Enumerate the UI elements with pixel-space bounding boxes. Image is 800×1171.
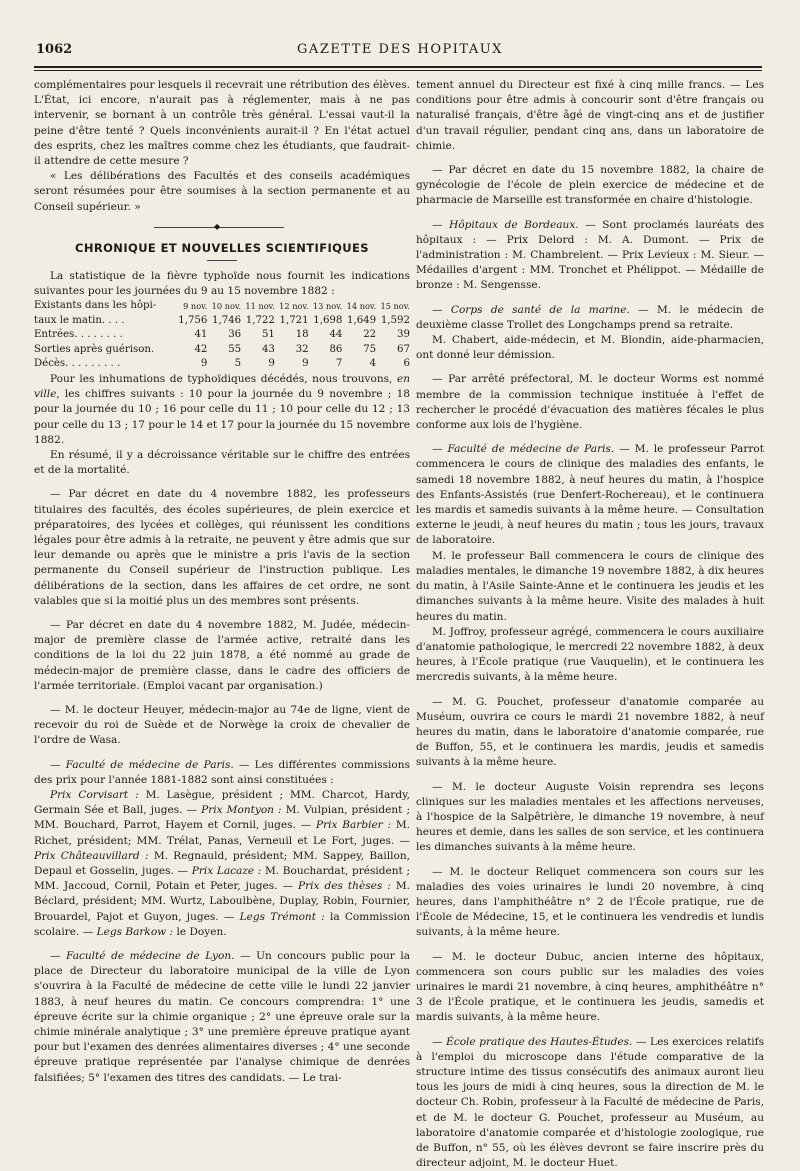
table-row (34, 357, 410, 372)
table-date: 10 nov. (211, 301, 242, 312)
table-cell: 1,722 (245, 314, 275, 326)
table-cell: 1,756 (178, 314, 208, 326)
paragraph: — Par décret en date du 4 novembre 1882, les professeurs titulaires des facultés, des écoles supérieures, de plein exercice et préparatoires, des lycées et collèges, qui réunissent les conditions légales pour être admis à la retraite, ne peuvent y être admis que sur leur demande ou après que le ministre a pris l'avis de la section permanente du Conseil supérieur de l'instruction publique. Les délibérations de la section, dans les affaires de cet ordre, ne sont valables que si la moitié plus un des membres sont présents. (34, 488, 410, 607)
paragraph: Pour les inhumations de typhoïdiques décédés, nous trouvons, en ville, les chiffres suivants : 10 pour la journée du 9 novembre ; 18 pour la journée du 10 ; 16 pour celle du 11 ; 10 pour celle du 12 ; 13 pour celle du 13 ; 17 pour le 14 et 17 pour la journée du 15 novembre 1882. (34, 372, 410, 446)
table-date: 13 nov. (312, 301, 343, 312)
table-cell: 22 (363, 329, 377, 341)
paragraph: — Faculté de médecine de Paris. — Les différentes commissions des prix pour l'année 1881-1882 sont ainsi constituées : (34, 758, 410, 786)
table-cell: 9 (200, 358, 208, 370)
paragraph: M. Joffroy, professeur agrégé, commencera le cours auxiliaire d'anatomie pathologique, le mercredi 22 novembre 1882, à deux heures, à l'École pratique (rue Vauquelin), et le continuera les mercredis suivants, à la même heure. (416, 625, 764, 684)
row-label: Décès. . . . . . . . . (34, 358, 121, 370)
table-row (34, 343, 410, 358)
paragraph: « Les délibérations des Facultés et des conseils académiques seront résumées pour être soumises à la section permanente et au Conseil supérieur. » (34, 170, 410, 213)
table-cell: 55 (228, 343, 242, 355)
table-header-row (34, 299, 410, 314)
table-row (34, 328, 410, 343)
paragraph: — Faculté de médecine de Paris. — M. le professeur Parrot commencera le cours de clinique des maladies des enfants, le samedi 18 novembre 1882, à neuf heures du matin, à l'hospice des Enfants-Assistés (rue Denfert-Rochereau), et le continuera les mardis et samedis suivants à la même heure. — Consultation externe le jeudi, à neuf heures du matin ; tous les jours, travaux de laboratoire. (416, 443, 764, 547)
table-cell: 1,721 (279, 314, 309, 326)
table-cell: 32 (295, 343, 309, 355)
table-cell: 9 (268, 358, 275, 370)
table-cell: 1,649 (346, 314, 377, 326)
row-label: taux le matin. . . . (34, 314, 125, 326)
paragraph: M. le professeur Ball commencera le cours de clinique des maladies mentales, le dimanche 19 novembre 1882, à dix heures du matin, à l'Asile Sainte-Anne et le continuera les jeudis et les dimanches suivants à la même heure. Visite des malades à huit heures du matin. (416, 549, 764, 623)
running-header (30, 42, 770, 62)
ornament-divider: ◆ (34, 221, 410, 235)
table-cell: 67 (397, 343, 410, 355)
section-title: CHRONIQUE ET NOUVELLES SCIENTIFIQUES (75, 240, 369, 255)
paragraph: — M. le docteur Reliquet commencera son cours sur les maladies des voies urinaires le lundi 20 novembre, à cinq heures, dans l'amphithéâtre n° 2 de l'École pratique, rue de l'École de Médecine, 15, et le continuera les vendredis et lundis suivants, à la même heure. (416, 865, 764, 939)
table-cell: 6 (403, 358, 410, 370)
paragraph: — M. le docteur Dubuc, ancien interne des hôpitaux, commencera son cours public sur les maladies des voies urinaires le mardi 21 novembre, à cinq heures, amphithéâtre n° 3 de l'École pratique, et le continuera les jeudis, samedis et mardis suivants, à la même heure. (416, 950, 764, 1024)
paragraph: — École pratique des Hautes-Études. — Les exercices relatifs à l'emploi du microscope dans l'étude comparative de la structure intime des tissus consécutifs des animaux auront lieu tous les jours de midi à cinq heures, sous la direction de M. le docteur Ch. Robin, professeur à la Faculté de médecine de Paris, et de M. le docteur G. Pouchet, professeur au Muséum, au laboratoire d'anatomie comparée et d'histologie zoologique, rue de Buffon, n° 55, où les élèves devront se faire inscrire près du directeur adjoint, M. le docteur Huet. (416, 1035, 764, 1170)
table-header-label: Existants dans les hôpi- (34, 300, 157, 312)
table-cell: 43 (261, 343, 275, 355)
paragraph: — Corps de santé de la marine. — M. le médecin de deuxième classe Trollet des Longchamps prend sa retraite. (416, 303, 764, 331)
paragraph: — Par décret en date du 15 novembre 1882, la chaire de gynécologie de l'école de plein exercice de médecine et de pharmacie de Marseille est transformée en chaire d'histologie. (416, 164, 764, 207)
row-label: Sorties après guérison. (34, 343, 155, 355)
table-cell: 51 (261, 329, 275, 341)
table-cell: 5 (234, 358, 242, 370)
paragraph: — Faculté de médecine de Lyon. — Un concours public pour la place de Directeur du laboratoire municipal de la ville de Lyon s'ouvrira à la Faculté de médecine de cette ville le lundi 22 janvier 1883, à neuf heures du matin. Ce concours comprendra: 1° une épreuve écrite sur la chimie organique ; 2° une épreuve orale sur la chimie minérale analytique ; 3° une première épreuve pratique ayant pour but l'examen des denrées alimentaires diverses ; 4° une seconde épreuve pratique représentée par l'analyse chimique de denrées falsifiées; 5° l'examen des titres des candidats. — Le trai- (34, 950, 410, 1084)
typhoid-statistics-table (34, 299, 410, 372)
table-cell: 7 (335, 358, 343, 370)
table-cell: 42 (194, 343, 208, 355)
paragraph: — Par décret en date du 4 novembre 1882, M. Judée, médecin-major de première classe de l'armée active, retraité dans les conditions de la loi du 22 juin 1878, a été nommé au grade de médecin-major de première classe, dans le cadre des officiers de l'armée territoriale. (Emploi vacant par organisation.) (34, 618, 410, 692)
paragraph: tement annuel du Directeur est fixé à cinq mille francs. — Les conditions pour être admis à concourir sont d'être français ou naturalisé français, d'être âgé de vingt-cinq ans et de justifier d'un travail régulier, pendant cinq ans, dans un laboratoire de chimie. (416, 79, 764, 152)
table-cell: 39 (397, 329, 410, 341)
table-cell: 86 (329, 343, 343, 355)
table-cell: 44 (329, 329, 343, 341)
paragraph: — Par arrêté préfectoral, M. le docteur Worms est nommé membre de la commission technique instituée à l'effet de rechercher le procédé d'évacuation des matières fécales le plus conforme aux lois de l'hygiène. (416, 373, 764, 432)
table-cell: 1,698 (313, 314, 343, 326)
table-cell: 75 (363, 343, 377, 355)
header-rule-thin (34, 70, 762, 71)
section-rule (207, 260, 237, 261)
table-date: 12 nov. (279, 301, 309, 312)
paragraph: En résumé, il y a décroissance véritable sur le chiffre des entrées et de la mortalité. (34, 448, 410, 477)
table-date: 14 nov. (346, 301, 377, 312)
left-column (34, 78, 410, 1086)
paragraph: — M. le docteur Heuyer, médecin-major au 74e de ligne, vient de recevoir du roi de Suède et de Norwège la croix de chevalier de l'ordre de Wasa. (34, 704, 410, 747)
table-date: 15 nov. (380, 301, 410, 312)
table-cell: 9 (302, 358, 309, 370)
table-date: 11 nov. (245, 301, 275, 312)
paragraph: — Hôpitaux de Bordeaux. — Sont proclamés lauréats des hôpitaux : — Prix Delord : M. A. Dumont. — Prix de l'administration : M. Chambrelent. — Prix Levieux : M. Sieur. — Médailles d'argent : MM. Tronchet et Phélippot. — Médaille de bronze : M. Sengensse. (416, 218, 764, 292)
header-rule (34, 66, 762, 68)
journal-title: GAZETTE DES HOPITAUX (297, 42, 503, 57)
right-column (416, 78, 764, 1171)
paragraph: complémentaires pour lesquels il recevrait une rétribution des élèves. L'État, ici encore, n'aurait pas à réglementer, mais à ne pas intervenir, se bornant à un contrôle très général. L'essai vaut-il la peine d'être tenté ? Quels inconvénients aurait-il ? En l'état actuel des esprits, chez les maîtres comme chez les étudiants, que faudrait-il attendre de cette mesure ? (34, 79, 410, 168)
paragraph: — M. le docteur Auguste Voisin reprendra ses leçons cliniques sur les maladies mentales et les affections nerveuses, à l'hospice de la Salpêtrière, le dimanche 19 novembre, à neuf heures et demie, dans les salles de son service, et les continuera les dimanches suivants à la même heure. (416, 780, 764, 854)
table-date: 9 nov. (183, 301, 208, 312)
table-cell: 41 (194, 329, 208, 341)
table-cell: 4 (369, 358, 377, 370)
paragraph: — M. G. Pouchet, professeur d'anatomie comparée au Muséum, ouvrira ce cours le mardi 21 novembre 1882, à neuf heures du matin, dans le laboratoire d'anatomie comparée, rue de Buffon, 55, et le continuera les mardis, jeudis et samedis suivants à la même heure. (416, 695, 764, 769)
page-number: 1062 (36, 42, 73, 57)
paragraph: Prix Corvisart : M. Lasègue, président ; MM. Charcot, Hardy, Germain Sée et Ball, juges. — Prix Montyon : M. Vulpian, président ; MM. Bouchard, Parrot, Hayem et Cornil, juges. — Prix Barbier : M. Richet, président; MM. Trélat, Panas, Verneuil et Le Fort, juges. — Prix Châteauvillard : M. Regnauld, président; MM. Sappey, Baillon, Depaul et Gosselin, juges. — Prix Lacaze : M. Bouchardat, président ; MM. Jaccoud, Cornil, Potain et Peter, juges. — Prix des thèses : M. Béclard, président; MM. Wurtz, Laboulbène, Duplay, Robin, Fournier, Brouardel, Pajot et Guyon, juges. — Legs Trémont : la Commission scolaire. — Legs Barkow : le Doyen. (34, 789, 410, 938)
table-cell: 18 (295, 329, 309, 341)
table-cell: 36 (228, 329, 242, 341)
table-row (34, 314, 410, 329)
paragraph: La statistique de la fièvre typhoïde nous fournit les indications suivantes pour les journées du 9 au 15 novembre 1882 : (34, 270, 410, 298)
table-cell: 1,746 (211, 314, 242, 326)
table-cell: 1,592 (380, 314, 410, 326)
paragraph: M. Chabert, aide-médecin, et M. Blondin, aide-pharmacien, ont donné leur démission. (416, 334, 764, 362)
row-label: Entrées. . . . . . . . (34, 329, 123, 341)
